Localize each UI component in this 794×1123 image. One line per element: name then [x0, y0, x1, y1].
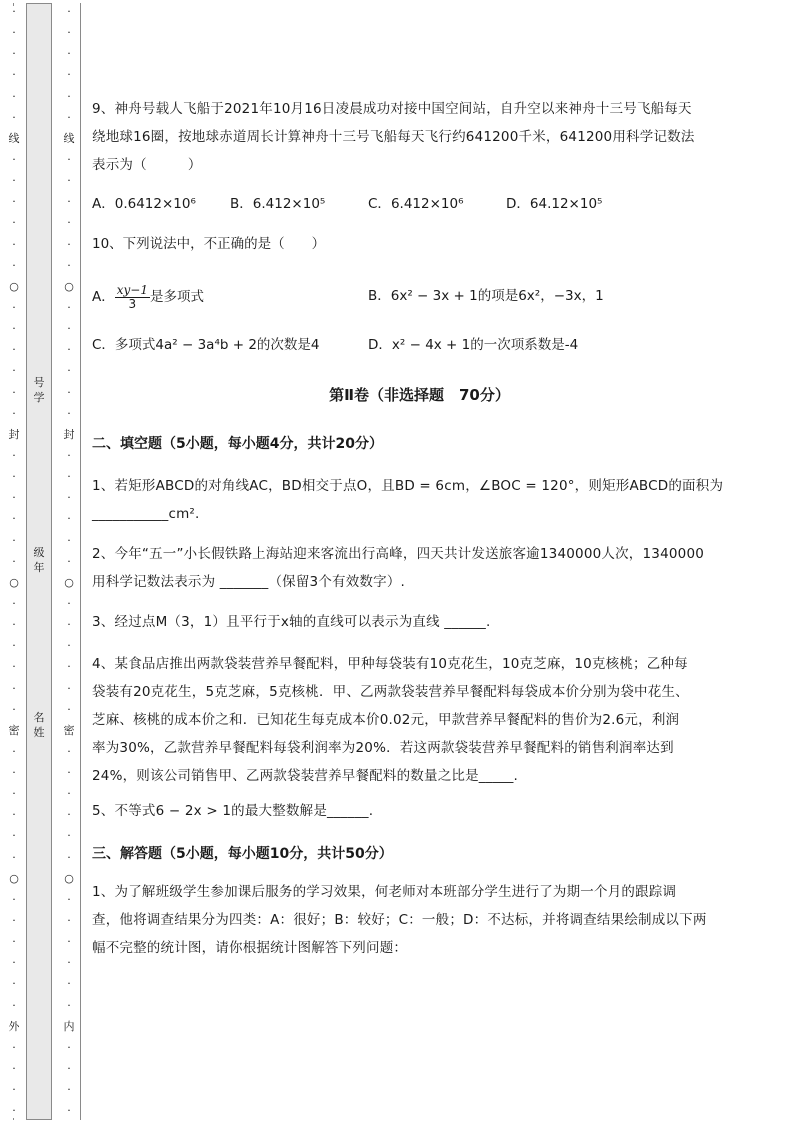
q10-option-c: C．多项式4a² − 3a⁴b + 2的次数是4 [92, 337, 320, 353]
outer-seal-mark: · [12, 744, 16, 758]
q9-line-3: 表示为（ ） [92, 157, 202, 173]
outer-seal-mark: · [12, 914, 16, 928]
outer-seal-mark: · [12, 322, 16, 336]
outer-seal-mark: · [12, 808, 16, 822]
q10-option-d: D．x² − 4x + 1的一次项系数是-4 [368, 337, 579, 353]
inner-seal-mark: · [67, 47, 71, 61]
inner-seal-mark: 线 [63, 131, 75, 145]
inner-seal-mark: ○ [64, 575, 74, 589]
outer-seal-mark: · [12, 237, 16, 251]
fill-q2: 2、今年“五一”小长假铁路上海站迎来客流出行高峰，四天共计发送旅客逾1340000人次，1340000 用科学记数法表示为 _______（保留3个有效数字）. [92, 546, 705, 590]
inner-seal-mark: · [67, 766, 71, 780]
outer-seal-mark: · [12, 554, 16, 568]
inner-seal-mark: · [67, 5, 71, 18]
inner-seal-mark: · [67, 1083, 71, 1097]
outer-seal-mark: · [12, 89, 16, 103]
outer-seal-mark: · [12, 152, 16, 166]
inner-seal-mark: · [67, 914, 71, 928]
inner-seal-mark: · [67, 892, 71, 906]
inner-seal-mark: · [67, 174, 71, 188]
outer-seal-mark: · [12, 110, 16, 124]
outer-seal-mark: · [12, 1040, 16, 1054]
inner-seal-mark: · [67, 1040, 71, 1054]
inner-cut-line [80, 3, 81, 1120]
inner-seal-mark: · [67, 618, 71, 632]
inner-seal-mark: · [67, 808, 71, 822]
q9-option-b: B．6.412×10⁵ [230, 196, 326, 212]
outer-seal-mark: · [12, 491, 16, 505]
inner-seal-mark: · [67, 533, 71, 547]
inner-seal-mark: · [67, 385, 71, 399]
part-2-title: 第Ⅱ卷（非选择题 70分） [329, 386, 510, 404]
inner-seal-mark: · [67, 554, 71, 568]
outer-seal-mark: ○ [9, 279, 19, 293]
inner-seal-mark: · [67, 110, 71, 124]
inner-seal-mark: · [67, 152, 71, 166]
inner-seal-mark: · [67, 744, 71, 758]
fill-q1: 1、若矩形ABCD的对角线AC，BD相交于点O，且BD = 6cm，∠BOC = 120°，则矩形ABCD的面积为 ___________cm². [92, 478, 724, 522]
inner-seal-mark: · [67, 491, 71, 505]
inner-seal-mark: · [67, 364, 71, 378]
inner-seal-mark: · [67, 448, 71, 462]
inner-seal-column [61, 6, 77, 1118]
inner-seal-mark: 密 [63, 723, 75, 737]
outer-seal-mark: · [12, 787, 16, 801]
outer-seal-mark: · [12, 850, 16, 864]
inner-seal-mark: · [67, 639, 71, 653]
outer-seal-mark: · [12, 47, 16, 61]
fill-q5: 5、不等式6 − 2x > 1的最大整数解是______. [92, 803, 374, 819]
outer-seal-mark: · [12, 343, 16, 357]
inner-seal-mark: · [67, 977, 71, 991]
outer-seal-mark: · [12, 1083, 16, 1097]
inner-seal-mark: · [67, 1104, 71, 1118]
outer-seal-mark: · [12, 618, 16, 632]
outer-seal-mark: · [12, 385, 16, 399]
inner-seal-mark: · [67, 956, 71, 970]
outer-seal-mark: · [12, 258, 16, 272]
question-9-text [92, 95, 747, 179]
solve-q1: 1、为了解班级学生参加课后服务的学习效果，何老师对本班部分学生进行了为期一个月的跟踪调 查，他将调查结果分为四类：A：很好；B：较好；C：一般；D：不达标，并将调查结果绘制成以下两 幅不完整的统计图，请你根据统计图解答下列问题： [92, 884, 707, 956]
inner-seal-mark: · [67, 258, 71, 272]
outer-seal-mark: · [12, 998, 16, 1012]
outer-seal-mark: · [12, 195, 16, 209]
outer-seal-mark: ○ [9, 871, 19, 885]
outer-seal-mark: · [12, 681, 16, 695]
inner-seal-mark: · [67, 850, 71, 864]
inner-seal-mark: · [67, 512, 71, 526]
inner-seal-mark: · [67, 1062, 71, 1076]
outer-seal-mark: · [12, 766, 16, 780]
q10-option-b: B．6x² − 3x + 1的项是6x²，−3x，1 [368, 288, 604, 304]
outer-seal-column [6, 6, 22, 1118]
outer-seal-mark: · [12, 406, 16, 420]
q10-option-a: A． $\frac{xy-1}{3}$ 是多项式 [92, 282, 204, 311]
inner-seal-mark: · [67, 681, 71, 695]
outer-seal-mark: 线 [8, 131, 20, 145]
grade-label: 级 年 [33, 546, 45, 574]
outer-seal-mark: · [12, 26, 16, 40]
inner-seal-mark: · [67, 89, 71, 103]
inner-seal-mark: · [67, 216, 71, 230]
outer-seal-mark: · [12, 68, 16, 82]
section-solve-heading: 三、解答题（5小题，每小题10分，共计50分） [92, 846, 393, 862]
binding-margin [0, 0, 90, 1123]
fill-q4: 4、某食品店推出两款袋装营养早餐配料，甲种每袋装有10克花生，10克芝麻，10克核桃；乙种每 袋装有20克花生，5克芝麻，5克核桃．甲、乙两款袋装营养早餐配料每袋成本价分别为袋中花生、 芝麻、核桃的成本价之和．已知花生每克成本价0.02元，甲款营养早餐配料的售价为2.6元，利润 率为30%，乙款营养早餐配料每袋利润率为20%．若这两款袋装营养早餐配料的销售利润率达到 24%，则该公司销售甲、乙两款袋装营养早餐配料的数量之比是_____. [92, 656, 689, 784]
inner-seal-mark: · [67, 702, 71, 716]
q9-option-a: A．0.6412×10⁶ [92, 196, 196, 212]
inner-seal-mark: · [67, 660, 71, 674]
outer-seal-mark: · [12, 892, 16, 906]
inner-seal-mark: · [67, 68, 71, 82]
question-10-stem: 10、下列说法中，不正确的是（ ） [92, 236, 326, 252]
inner-seal-mark: · [67, 829, 71, 843]
outer-seal-mark: · [12, 829, 16, 843]
outer-seal-mark: · [12, 935, 16, 949]
student-id-label: 号 学 [33, 376, 45, 404]
inner-seal-mark: · [67, 322, 71, 336]
inner-seal-mark: 内 [63, 1019, 75, 1033]
inner-seal-mark: · [67, 26, 71, 40]
outer-seal-mark: · [12, 300, 16, 314]
outer-seal-mark: · [12, 639, 16, 653]
inner-seal-mark: · [67, 195, 71, 209]
inner-seal-mark: · [67, 470, 71, 484]
inner-seal-mark: · [67, 406, 71, 420]
outer-seal-mark: · [12, 1062, 16, 1076]
outer-seal-mark: · [12, 977, 16, 991]
outer-seal-mark: · [12, 660, 16, 674]
outer-seal-mark: 密 [8, 723, 20, 737]
inner-seal-mark: · [67, 343, 71, 357]
outer-seal-mark: · [12, 470, 16, 484]
fraction: $\frac{xy-1}{3}$ [116, 282, 148, 311]
outer-seal-mark: · [12, 1104, 16, 1118]
outer-seal-mark: ○ [9, 575, 19, 589]
name-label: 名 姓 [33, 711, 45, 739]
outer-seal-mark: · [12, 956, 16, 970]
inner-seal-mark: · [67, 300, 71, 314]
q9-option-c: C．6.412×10⁶ [368, 196, 464, 212]
inner-seal-mark: · [67, 237, 71, 251]
inner-seal-mark: · [67, 596, 71, 610]
q9-line-1: 9、神舟号载人飞船于2021年10月16日凌晨成功对接中国空间站，自升空以来神舟十三号飞船每天 [92, 101, 692, 117]
outer-seal-mark: · [12, 5, 16, 18]
inner-seal-mark: ○ [64, 871, 74, 885]
outer-seal-mark: · [12, 702, 16, 716]
outer-seal-mark: · [12, 364, 16, 378]
q9-option-d: D．64.12×10⁵ [506, 196, 603, 212]
inner-seal-mark: · [67, 998, 71, 1012]
outer-seal-mark: · [12, 216, 16, 230]
outer-seal-mark: 封 [8, 427, 20, 441]
outer-seal-mark: · [12, 533, 16, 547]
inner-seal-mark: ○ [64, 279, 74, 293]
fill-q3: 3、经过点M（3，1）且平行于x轴的直线可以表示为直线 ______. [92, 614, 491, 630]
outer-seal-mark: · [12, 596, 16, 610]
q9-line-2: 绕地球16圈，按地球赤道周长计算神舟十三号飞船每天飞行约641200千米，641200用科学记数法 [92, 129, 695, 145]
outer-seal-mark: 外 [8, 1019, 20, 1033]
outer-seal-mark: · [12, 512, 16, 526]
section-fill-in-heading: 二、填空题（5小题，每小题4分，共计20分） [92, 436, 383, 452]
outer-seal-mark: · [12, 174, 16, 188]
inner-seal-mark: 封 [63, 427, 75, 441]
outer-seal-mark: · [12, 448, 16, 462]
inner-seal-mark: · [67, 935, 71, 949]
inner-seal-mark: · [67, 787, 71, 801]
